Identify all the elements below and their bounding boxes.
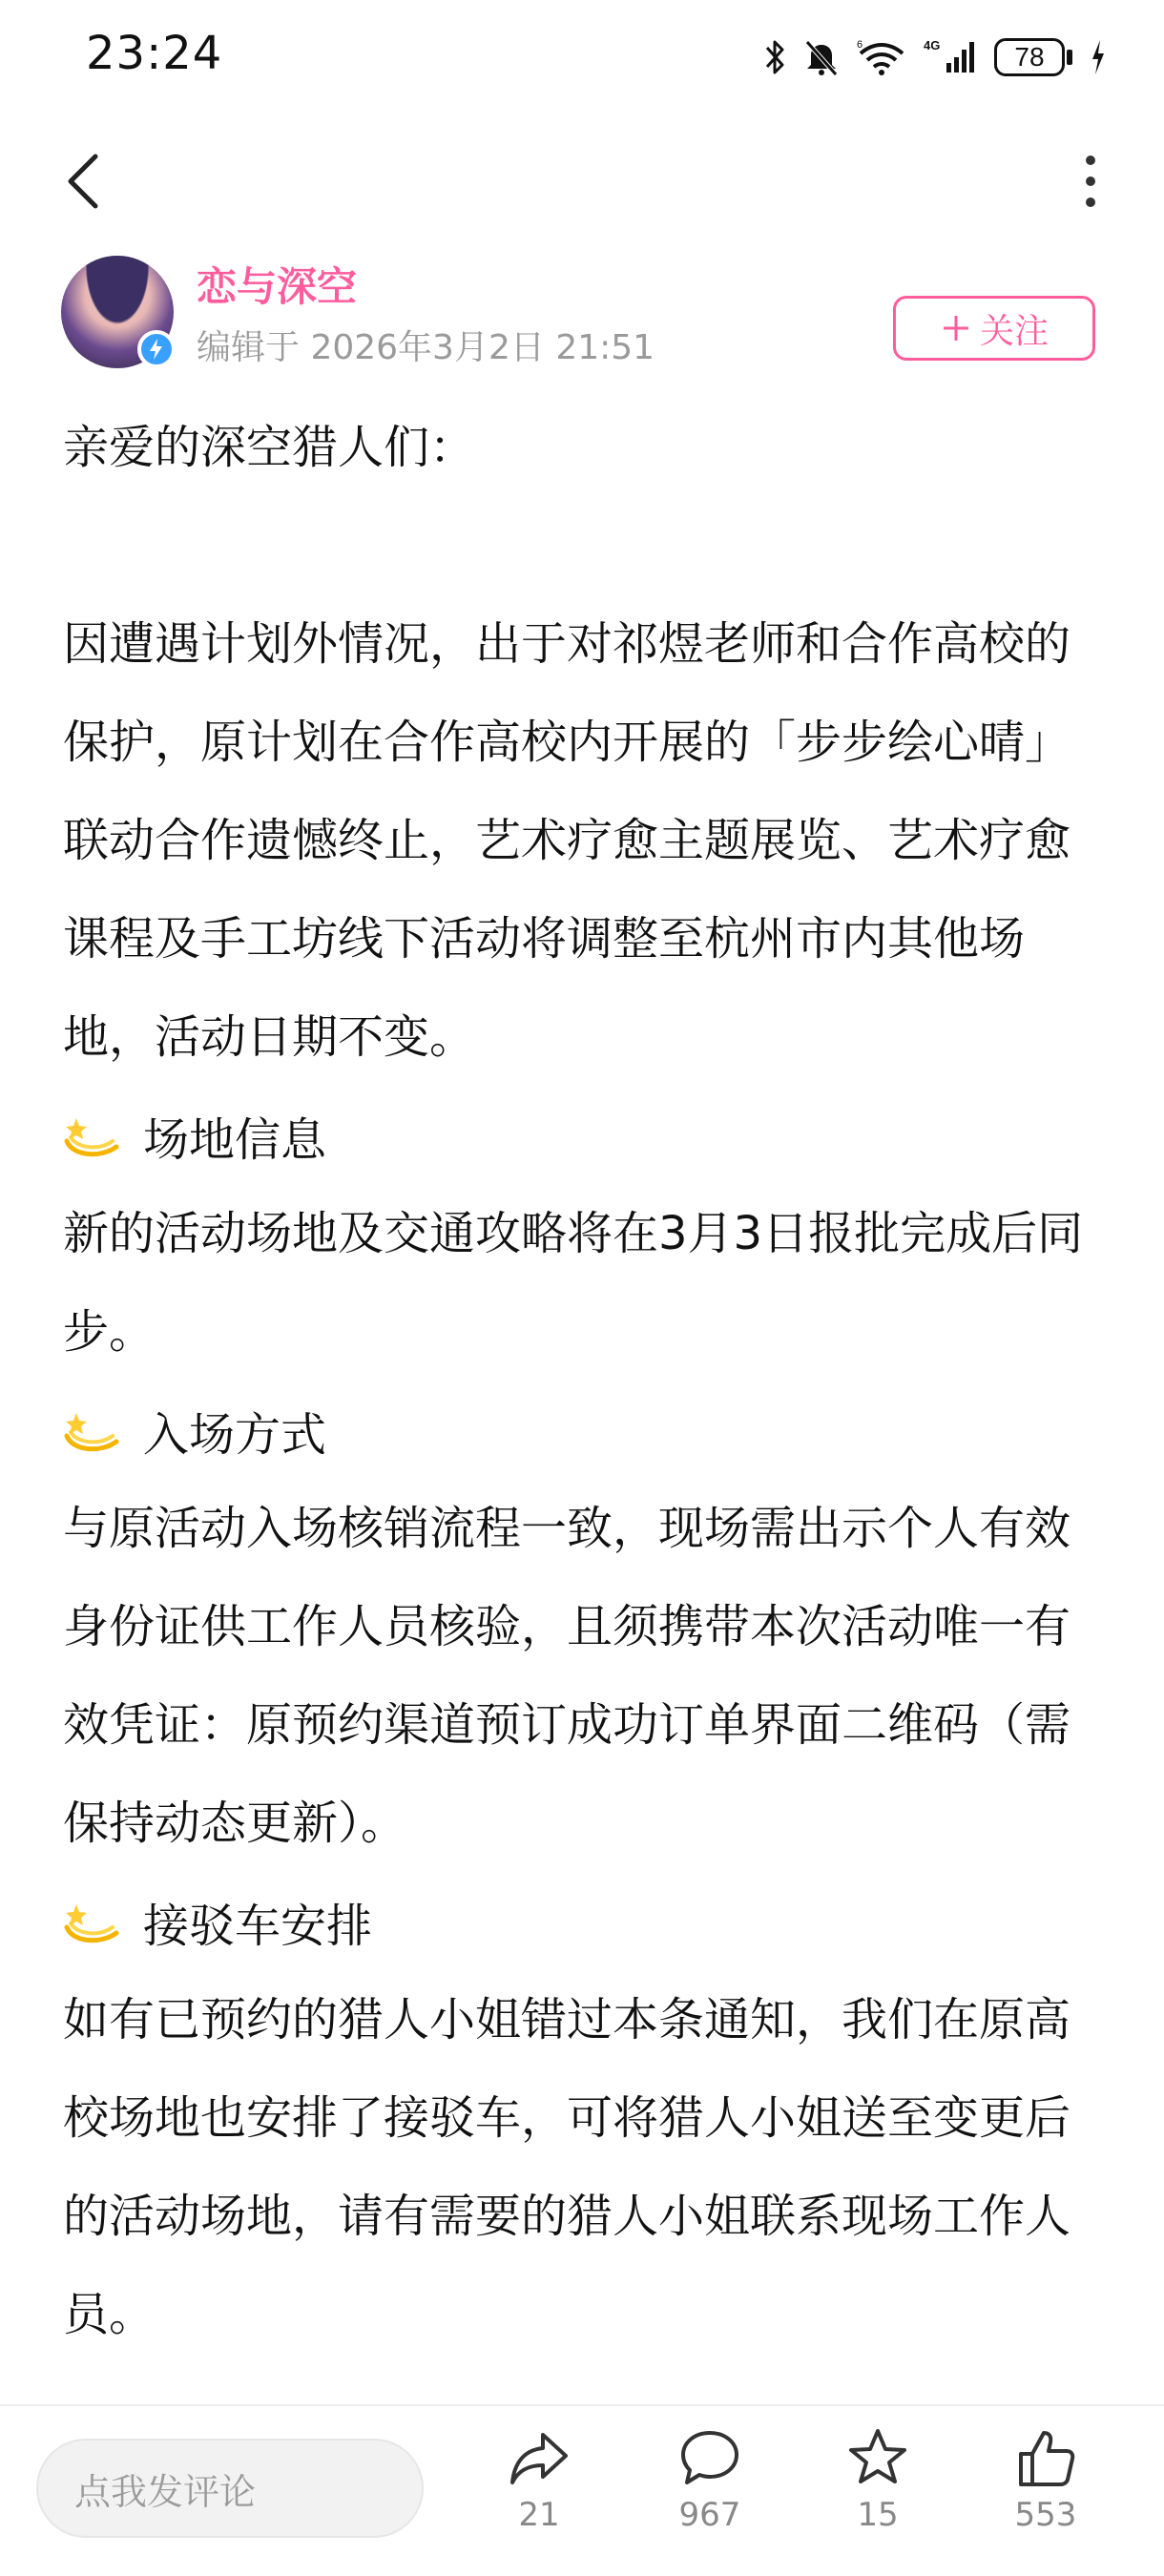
plus-icon	[940, 312, 972, 344]
favorite-count: 15	[857, 2496, 899, 2534]
comment-bubble-icon	[677, 2425, 742, 2490]
author-name[interactable]: 恋与深空	[197, 263, 358, 310]
section-heading	[63, 1873, 1103, 1971]
dizzy-star-icon	[63, 1112, 122, 1160]
section-heading	[63, 1381, 1103, 1480]
follow-label: 关注	[979, 311, 1049, 351]
paragraph: 因遭遇计划外情况，出于对祁煜老师和合作高校的保护，原计划在合作高校内开展的「步步绘心晴」联动合作遗憾终止，艺术疗愈主题展览、艺术疗愈课程及手工坊线下活动将调整至杭州市内其他场地，活动日期不变。	[63, 617, 1071, 1064]
thumbs-up-icon	[1013, 2425, 1078, 2490]
wifi-6-icon	[857, 38, 906, 76]
charging-icon	[1090, 38, 1107, 76]
dizzy-star-icon	[63, 1899, 122, 1946]
section-title: 接驳车安排	[143, 1900, 373, 1953]
article-body	[63, 399, 1103, 2402]
battery-level: 78	[1014, 42, 1045, 72]
chevron-left-icon	[55, 143, 113, 219]
status-bar	[0, 0, 1164, 114]
dizzy-star-icon	[63, 1407, 122, 1455]
more-button[interactable]	[1067, 143, 1114, 219]
paragraph: 如有已预约的猎人小姐错过本条通知，我们在原高校场地也安排了接驳车，可将猎人小姐送至变更后的活动场地，请有需要的猎人小姐联系现场工作人员。	[63, 1993, 1071, 2341]
like-button[interactable]	[988, 2425, 1103, 2568]
share-button[interactable]	[482, 2425, 596, 2568]
greeting: 亲爱的深空猎人们：	[63, 421, 476, 474]
edit-timestamp: 编辑于 2026年3月2日 21:51	[197, 328, 655, 367]
comment-input[interactable]	[36, 2439, 424, 2538]
share-count: 21	[518, 2496, 560, 2534]
like-count: 553	[1014, 2496, 1077, 2534]
star-icon	[845, 2425, 910, 2490]
bluetooth-icon	[763, 38, 786, 76]
bottom-action-bar	[0, 2404, 1164, 2576]
back-button[interactable]	[55, 143, 113, 219]
comment-button[interactable]	[653, 2425, 767, 2568]
section-title: 场地信息	[143, 1113, 327, 1167]
verified-badge-icon	[137, 330, 176, 368]
paragraph: 新的活动场地及交通攻略将在3月3日报批完成后同步。	[63, 1207, 1084, 1359]
paragraph: 与原活动入场核销流程一致，现场需出示个人有效身份证供工作人员核验，且须携带本次活动唯一有效凭证：原预约渠道预订成功订单界面二维码（需保持动态更新）。	[63, 1502, 1071, 1850]
section-title: 入场方式	[143, 1408, 327, 1462]
favorite-button[interactable]	[821, 2425, 935, 2568]
status-icons	[763, 29, 1107, 86]
blank-line	[63, 497, 1103, 595]
svg-text:4G: 4G	[924, 38, 941, 52]
comment-placeholder: 点我发评论	[74, 2470, 257, 2513]
more-vertical-icon	[1067, 143, 1114, 219]
battery-icon	[994, 38, 1065, 76]
share-icon	[507, 2425, 572, 2490]
mute-bell-icon	[803, 38, 840, 76]
4g-signal-icon	[924, 38, 977, 76]
section-heading	[63, 1087, 1103, 1185]
svg-text:6: 6	[857, 39, 863, 51]
follow-button[interactable]	[893, 296, 1095, 361]
comment-count: 967	[678, 2496, 741, 2534]
status-time: 23:24	[86, 27, 223, 80]
battery-tip	[1067, 50, 1072, 65]
